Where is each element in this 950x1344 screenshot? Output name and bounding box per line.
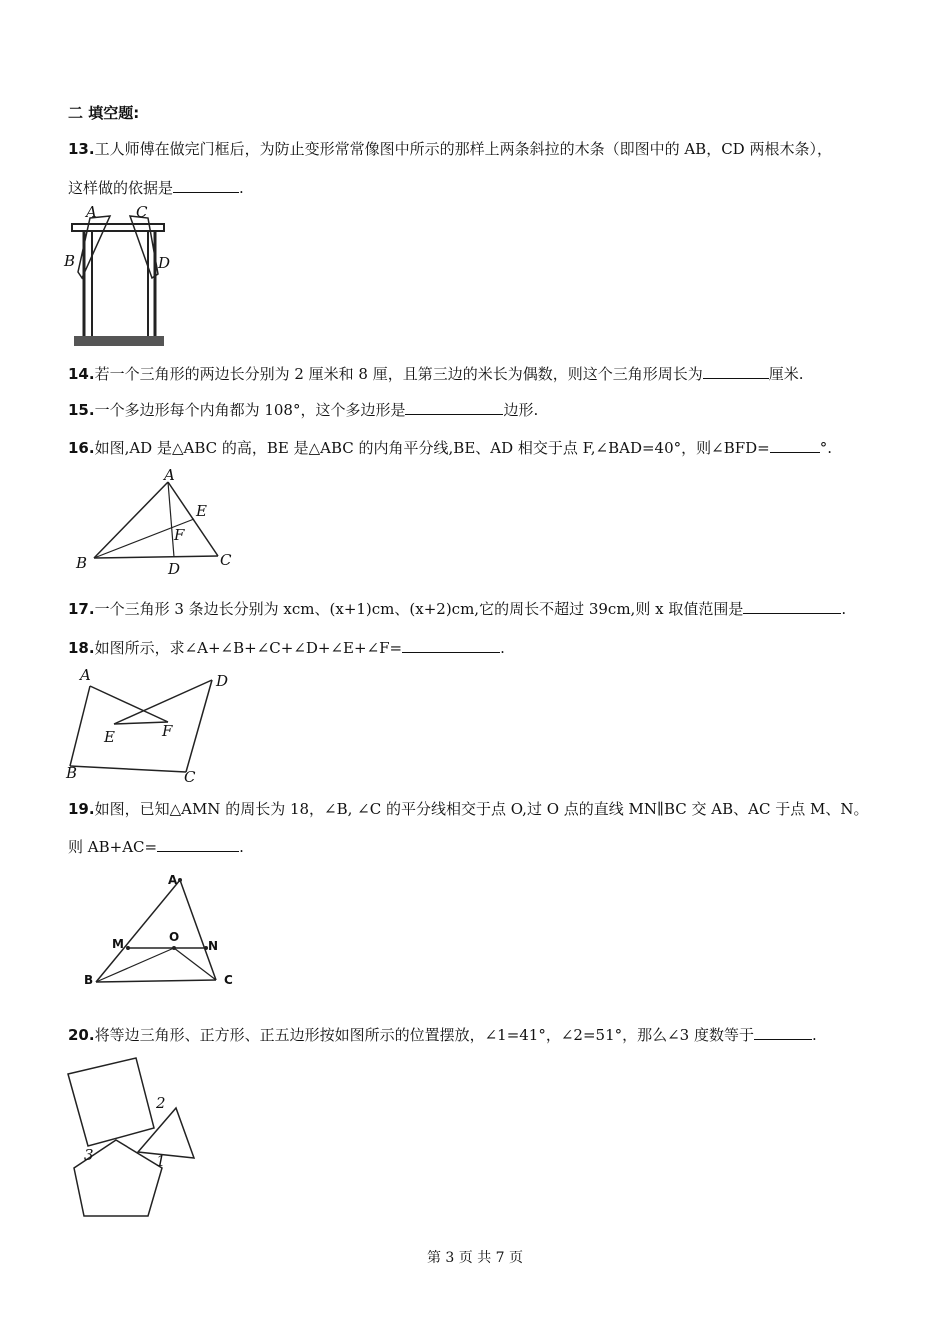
label-A: A bbox=[168, 873, 178, 887]
polygons-figure bbox=[62, 1056, 212, 1222]
label-C: C bbox=[184, 768, 196, 784]
section-title: 二 填空题: bbox=[68, 104, 140, 122]
label-E: E bbox=[104, 728, 115, 746]
label-C: C bbox=[136, 203, 148, 221]
question-15 bbox=[68, 399, 538, 420]
question-number: 19. bbox=[68, 800, 95, 818]
answer-blank[interactable] bbox=[703, 364, 769, 379]
question-number: 18. bbox=[68, 639, 95, 657]
question-14 bbox=[68, 363, 804, 384]
answer-blank[interactable] bbox=[402, 638, 500, 653]
question-text: 一个多边形每个内角都为 108°，这个多边形是 bbox=[94, 401, 406, 419]
label-B: B bbox=[64, 252, 76, 270]
triangle-amn-figure bbox=[76, 866, 236, 1000]
question-number: 17. bbox=[68, 600, 95, 618]
question-number: 13. bbox=[68, 140, 95, 158]
question-number: 20. bbox=[68, 1026, 95, 1044]
answer-blank[interactable] bbox=[157, 837, 239, 852]
question-tail: . bbox=[812, 1026, 817, 1044]
door-frame-figure bbox=[62, 202, 174, 350]
label-N: N bbox=[208, 939, 219, 953]
question-tail: . bbox=[841, 600, 847, 618]
question-13 bbox=[68, 138, 832, 159]
question-13-line2 bbox=[68, 177, 244, 198]
question-17 bbox=[68, 598, 846, 619]
question-tail: . bbox=[500, 639, 505, 657]
question-number: 14. bbox=[68, 365, 95, 383]
label-D: D bbox=[168, 560, 181, 578]
question-tail: . bbox=[239, 179, 244, 197]
answer-blank[interactable] bbox=[770, 438, 820, 453]
angles-figure bbox=[62, 664, 232, 784]
question-tail: . bbox=[239, 838, 244, 856]
label-A: A bbox=[86, 203, 97, 221]
label-C: C bbox=[224, 973, 233, 987]
answer-blank[interactable] bbox=[405, 400, 503, 415]
question-text: 工人师傅在做完门框后，为防止变形常常像图中所示的那样上两条斜拉的木条（即图中的 AB，CD 两根木条）， bbox=[94, 140, 832, 158]
label-1: 1 bbox=[156, 1152, 166, 1170]
label-M: M bbox=[112, 937, 124, 951]
page-footer: 第 3 页 共 7 页 bbox=[426, 1250, 524, 1266]
label-D: D bbox=[158, 254, 171, 272]
label-A: A bbox=[80, 666, 91, 684]
question-text: 如图，已知△AMN 的周长为 18，∠B, ∠C 的平分线相交于点 O,过 O 点的直线 MN∥BC 交 AB、AC 于点 M、N。 bbox=[94, 800, 869, 818]
question-text: 则 AB+AC= bbox=[68, 838, 158, 856]
label-F: F bbox=[162, 722, 173, 740]
question-text: 如图所示，求∠A+∠B+∠C+∠D+∠E+∠F= bbox=[94, 639, 403, 657]
label-3: 3 bbox=[84, 1146, 94, 1164]
label-D: D bbox=[216, 672, 229, 690]
label-O: O bbox=[169, 930, 180, 944]
label-E: E bbox=[196, 502, 207, 520]
question-number: 15. bbox=[68, 401, 95, 419]
question-tail: 边形. bbox=[503, 401, 539, 419]
label-F: F bbox=[174, 526, 185, 544]
question-19 bbox=[68, 798, 868, 819]
question-text: 若一个三角形的两边长分别为 2 厘米和 8 厘，且第三边的米长为偶数，则这个三角形周长为 bbox=[94, 365, 703, 383]
question-20 bbox=[68, 1024, 817, 1045]
label-2: 2 bbox=[156, 1094, 166, 1112]
question-tail: 厘米. bbox=[768, 365, 804, 383]
question-text: 如图,AD 是△ABC 的高，BE 是△ABC 的内角平分线,BE、AD 相交于点 F,∠BAD=40°，则∠BFD= bbox=[94, 439, 770, 457]
label-B: B bbox=[84, 973, 94, 987]
question-text: 将等边三角形、正方形、正五边形按如图所示的位置摆放，∠1=41°，∠2=51°，那么∠3 度数等于 bbox=[94, 1026, 754, 1044]
label-B: B bbox=[66, 764, 78, 782]
question-tail: °. bbox=[819, 439, 833, 457]
question-text: 这样做的依据是 bbox=[68, 179, 174, 197]
triangle-abc-figure bbox=[72, 468, 232, 578]
question-text: 一个三角形 3 条边长分别为 xcm、(x+1)cm、(x+2)cm,它的周长不超过 39cm,则 x 取值范围是 bbox=[94, 600, 744, 618]
answer-blank[interactable] bbox=[173, 178, 239, 193]
question-18 bbox=[68, 637, 505, 658]
label-A: A bbox=[164, 468, 175, 484]
label-C: C bbox=[220, 551, 232, 569]
question-number: 16. bbox=[68, 439, 95, 457]
label-B: B bbox=[76, 554, 88, 572]
answer-blank[interactable] bbox=[743, 599, 841, 614]
question-19-line2 bbox=[68, 836, 244, 857]
question-16 bbox=[68, 437, 832, 458]
answer-blank[interactable] bbox=[754, 1025, 812, 1040]
